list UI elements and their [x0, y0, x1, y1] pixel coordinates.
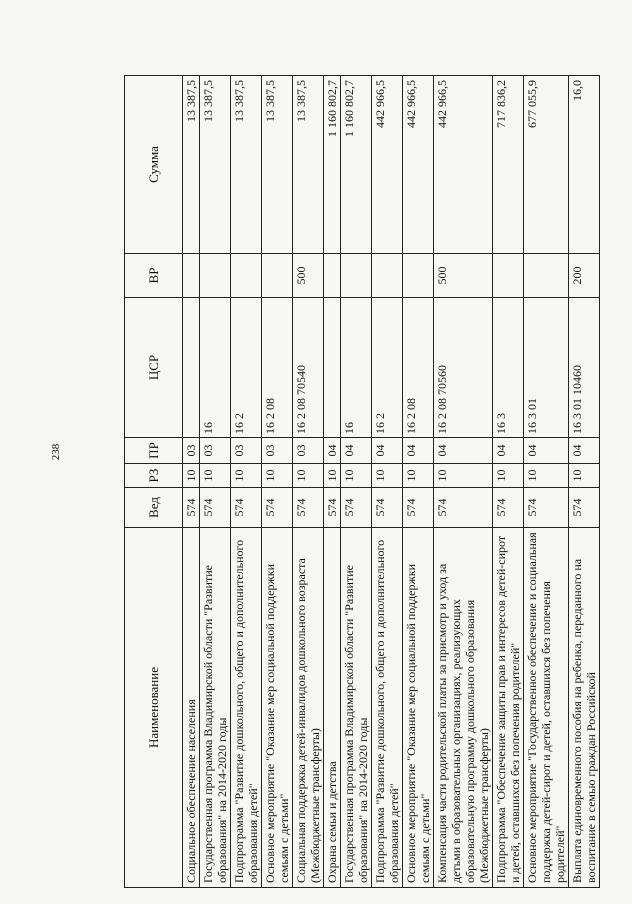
- cell-csr: [183, 298, 200, 438]
- header-vr: ВР: [125, 254, 183, 298]
- cell-pr: 04: [324, 438, 341, 464]
- cell-sum: 677 055,9: [524, 76, 569, 254]
- budget-table: [124, 75, 600, 888]
- cell-ved: 574: [231, 488, 262, 528]
- cell-name: Подпрограмма "Развитие дошкольного, общего и дополнительного образования детей": [231, 528, 262, 888]
- cell-name: Охрана семьи и детства: [324, 528, 341, 888]
- cell-rz: 10: [183, 464, 200, 488]
- cell-name: Основное мероприятие "Государственное обеспечение и социальная поддержка детей-сирот и детей, оставшихся без попечения родителей": [524, 528, 569, 888]
- cell-rz: 10: [324, 464, 341, 488]
- cell-pr: 03: [183, 438, 200, 464]
- header-rz: РЗ: [125, 464, 183, 488]
- cell-name: Основное мероприятие "Оказание мер социальной поддержки семьям с детьми": [262, 528, 293, 888]
- cell-csr: 16: [341, 298, 372, 438]
- cell-vr: [200, 254, 231, 298]
- table-row: [262, 76, 293, 888]
- cell-csr: 16 2 08: [403, 298, 434, 438]
- cell-name: Социальная поддержка детей-инвалидов дошкольного возраста (Межбюджетные трансферты): [293, 528, 324, 888]
- cell-name: Государственная программа Владимирской области "Развитие образования" на 2014-2020 годы: [341, 528, 372, 888]
- cell-rz: 10: [372, 464, 403, 488]
- cell-csr: 16 2 08: [262, 298, 293, 438]
- table-row: [569, 76, 600, 888]
- cell-vr: [341, 254, 372, 298]
- table-row: [524, 76, 569, 888]
- cell-ved: 574: [200, 488, 231, 528]
- cell-pr: 03: [293, 438, 324, 464]
- header-csr: ЦСР: [125, 298, 183, 438]
- cell-csr: 16 2 08 70560: [434, 298, 493, 438]
- cell-pr: 04: [569, 438, 600, 464]
- table-row: [372, 76, 403, 888]
- cell-ved: 574: [493, 488, 524, 528]
- cell-sum: 442 966,5: [403, 76, 434, 254]
- cell-ved: 574: [183, 488, 200, 528]
- cell-name: Государственная программа Владимирской области "Развитие образования" на 2014-2020 годы: [200, 528, 231, 888]
- cell-pr: 04: [493, 438, 524, 464]
- cell-vr: [183, 254, 200, 298]
- cell-ved: 574: [524, 488, 569, 528]
- cell-rz: 10: [200, 464, 231, 488]
- cell-vr: [372, 254, 403, 298]
- cell-pr: 04: [341, 438, 372, 464]
- cell-rz: 10: [524, 464, 569, 488]
- page-number: 238: [50, 443, 62, 461]
- cell-csr: 16 3: [493, 298, 524, 438]
- table-row: [493, 76, 524, 888]
- cell-name: Компенсация части родительской платы за присмотр и уход за детьми в образовательных организациях, реализующих образовательную программу дошкольного образования (Межбюджетные трансферты): [434, 528, 493, 888]
- cell-ved: 574: [372, 488, 403, 528]
- cell-name: Социальное обеспечение населения: [183, 528, 200, 888]
- cell-ved: 574: [569, 488, 600, 528]
- cell-vr: 500: [434, 254, 493, 298]
- cell-ved: 574: [324, 488, 341, 528]
- cell-sum: 16,0: [569, 76, 600, 254]
- cell-pr: 03: [231, 438, 262, 464]
- header-pr: ПР: [125, 438, 183, 464]
- cell-sum: 13 387,5: [183, 76, 200, 254]
- table-row: [341, 76, 372, 888]
- cell-csr: 16 2: [372, 298, 403, 438]
- cell-name: Подпрограмма "Обеспечение защиты прав и интересов детей-сирот и детей, оставшихся без попечения родителей": [493, 528, 524, 888]
- cell-name: Подпрограмма "Развитие дошкольного, общего и дополнительного образования детей": [372, 528, 403, 888]
- cell-rz: 10: [403, 464, 434, 488]
- cell-ved: 574: [403, 488, 434, 528]
- table-row: [183, 76, 200, 888]
- cell-vr: [231, 254, 262, 298]
- cell-vr: 200: [569, 254, 600, 298]
- header-sum: Сумма: [125, 76, 183, 254]
- cell-sum: 1 160 802,7: [341, 76, 372, 254]
- cell-pr: 04: [403, 438, 434, 464]
- table-row: [293, 76, 324, 888]
- cell-vr: [524, 254, 569, 298]
- cell-ved: 574: [341, 488, 372, 528]
- cell-pr: 04: [372, 438, 403, 464]
- cell-rz: 10: [493, 464, 524, 488]
- cell-sum: 717 836,2: [493, 76, 524, 254]
- table-row: [324, 76, 341, 888]
- cell-csr: [324, 298, 341, 438]
- cell-vr: [324, 254, 341, 298]
- cell-rz: 10: [262, 464, 293, 488]
- cell-ved: 574: [434, 488, 493, 528]
- cell-sum: 442 966,5: [434, 76, 493, 254]
- cell-sum: 442 966,5: [372, 76, 403, 254]
- cell-vr: [493, 254, 524, 298]
- cell-name: Выплата единовременного пособия на ребенка, переданного на воспитание в семью граждан Российской: [569, 528, 600, 888]
- cell-sum: 1 160 802,7: [324, 76, 341, 254]
- cell-rz: 10: [569, 464, 600, 488]
- cell-rz: 10: [434, 464, 493, 488]
- cell-sum: 13 387,5: [293, 76, 324, 254]
- cell-pr: 03: [262, 438, 293, 464]
- cell-pr: 04: [434, 438, 493, 464]
- cell-rz: 10: [293, 464, 324, 488]
- cell-vr: 500: [293, 254, 324, 298]
- cell-vr: [403, 254, 434, 298]
- cell-csr: 16 3 01 10460: [569, 298, 600, 438]
- cell-csr: 16: [200, 298, 231, 438]
- table-header-row: [125, 76, 183, 888]
- table-row: [200, 76, 231, 888]
- cell-sum: 13 387,5: [231, 76, 262, 254]
- cell-name: Основное мероприятие "Оказание мер социальной поддержки семьям с детьми": [403, 528, 434, 888]
- header-ved: Вед: [125, 488, 183, 528]
- cell-pr: 04: [524, 438, 569, 464]
- table-row: [434, 76, 493, 888]
- cell-csr: 16 2 08 70540: [293, 298, 324, 438]
- cell-vr: [262, 254, 293, 298]
- cell-ved: 574: [262, 488, 293, 528]
- cell-rz: 10: [231, 464, 262, 488]
- cell-csr: 16 2: [231, 298, 262, 438]
- cell-sum: 13 387,5: [262, 76, 293, 254]
- rotated-table-container: [124, 76, 600, 888]
- header-name: Наименование: [125, 528, 183, 888]
- cell-rz: 10: [341, 464, 372, 488]
- table-row: [231, 76, 262, 888]
- cell-csr: 16 3 01: [524, 298, 569, 438]
- cell-ved: 574: [293, 488, 324, 528]
- cell-sum: 13 387,5: [200, 76, 231, 254]
- table-row: [403, 76, 434, 888]
- cell-pr: 03: [200, 438, 231, 464]
